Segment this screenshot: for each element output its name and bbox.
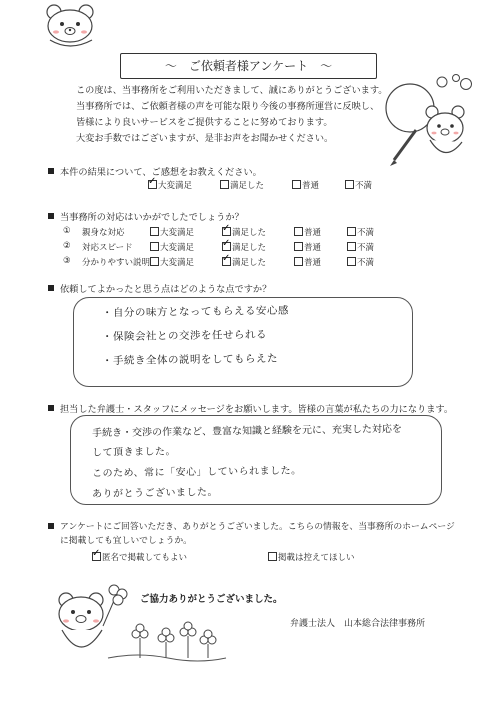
q2-row-2-label: 対応スピード <box>82 243 133 253</box>
q2-row-1-opt-2[interactable]: ✓ 満足した <box>222 226 266 238</box>
q2-row-1-opt-4[interactable]: 不満 <box>347 226 374 238</box>
q2-row-3-opt-4[interactable]: 不満 <box>347 256 374 268</box>
checkbox[interactable] <box>268 552 277 561</box>
q4-message-line-2: して頂きました。 <box>91 446 177 459</box>
q2-row-1-number: ① <box>63 226 71 236</box>
q3-answer-line-1: ・自分の味方となってもらえる安心感 <box>101 304 290 320</box>
bear-mascot-top <box>40 2 110 50</box>
checkbox[interactable] <box>220 180 229 189</box>
q3-answer-line-3: ・手続き全体の説明をしてもらえた <box>101 352 279 368</box>
law-firm-name: 弁護士法人 山本総合法律事務所 <box>290 619 426 629</box>
q1-option-normal[interactable]: 普通 <box>292 179 319 191</box>
q5-option-anonymous-ok[interactable]: ✓匿名で掲載してもよい <box>92 551 187 563</box>
q5-bullet <box>48 523 54 529</box>
q2-bullet <box>48 213 54 219</box>
intro-line-1: この度は、当事務所をご利用いただきまして、誠にありがとうございます。 <box>76 85 388 96</box>
checkbox[interactable] <box>292 180 301 189</box>
q2-question: 当事務所の対応はいかがでしたでしょうか？ <box>60 212 244 223</box>
q1-option-very-satisfied[interactable]: ✓大変満足 <box>148 179 192 191</box>
q2-row-3-opt-2[interactable]: ✓ 満足した <box>222 256 266 268</box>
q4-question: 担当した弁護士・スタッフにメッセージをお願いします。皆様の言葉が私たちの力になります。 <box>60 404 454 415</box>
checkbox[interactable] <box>347 257 356 266</box>
q2-row-1-opt-1[interactable]: 大変満足 <box>150 226 194 238</box>
q1-question: 本件の結果について、ご感想をお教えください。 <box>60 167 262 178</box>
q2-row-2-opt-4[interactable]: 不満 <box>347 241 374 253</box>
q3-answer-line-2: ・保険会社との交渉を任せられる <box>101 328 268 344</box>
q5-question-line-2: に掲載しても宜しいでしょうか。 <box>60 536 192 546</box>
intro-line-2: 当事務所では、ご依頼者様の声を可能な限り今後の事務所運営に反映し、 <box>76 101 380 112</box>
checkbox-checked[interactable] <box>148 180 157 189</box>
q1-option-satisfied[interactable]: 満足した <box>220 179 264 191</box>
q1-bullet <box>48 168 54 174</box>
intro-line-3: 皆様により良いサービスをご提供することに努めております。 <box>76 117 333 128</box>
checkbox[interactable] <box>150 242 159 251</box>
q2-row-2-number: ② <box>63 241 71 251</box>
checkbox[interactable] <box>294 242 303 251</box>
checkbox[interactable] <box>345 180 354 189</box>
intro-line-4: 大変お手数ではございますが、是非お声をお聞かせください。 <box>76 133 334 144</box>
q2-row-2-opt-2[interactable]: ✓ 満足した <box>222 241 266 253</box>
q2-row-2-opt-1[interactable]: 大変満足 <box>150 241 194 253</box>
checkbox[interactable] <box>347 242 356 251</box>
q2-row-3-label: 分かりやすい説明 <box>82 258 151 268</box>
checkbox-checked[interactable] <box>222 242 231 251</box>
q2-row-3-opt-1[interactable]: 大変満足 <box>150 256 194 268</box>
q3-question: 依頼してよかったと思う点はどのような点ですか？ <box>60 284 272 295</box>
q2-row-3-opt-3[interactable]: 普通 <box>294 256 321 268</box>
q4-message-line-1: 手続き・交渉の作業など、豊富な知識と経験を元に、充実した対応を <box>91 423 403 440</box>
checkbox[interactable] <box>150 257 159 266</box>
q2-row-1-opt-3[interactable]: 普通 <box>294 226 321 238</box>
q1-option-dissatisfied[interactable]: 不満 <box>345 179 372 191</box>
bear-with-pencil-illustration <box>372 68 482 168</box>
q2-row-2-opt-3[interactable]: 普通 <box>294 241 321 253</box>
survey-title: ～ ご依頼者様アンケート ～ <box>120 53 377 79</box>
checkbox[interactable] <box>150 227 159 236</box>
checkbox[interactable] <box>347 227 356 236</box>
q4-bullet <box>48 405 54 411</box>
q2-row-1-label: 親身な対応 <box>82 228 125 238</box>
q2-row-3-number: ③ <box>63 256 71 266</box>
checkbox-checked[interactable] <box>222 227 231 236</box>
checkbox[interactable] <box>294 227 303 236</box>
q5-option-decline[interactable]: 掲載は控えてほしい <box>268 551 355 563</box>
q5-question-line-1: アンケートにご回答いただき、ありがとうございました。こちらの情報を、当事務所のホームページ <box>60 522 455 532</box>
thanks-message: ご協力ありがとうございました。 <box>140 594 283 605</box>
q4-message-line-4: ありがとうございました。 <box>91 487 219 500</box>
checkbox-checked[interactable] <box>222 257 231 266</box>
q4-message-line-3: このため、常に「安心」していられました。 <box>91 465 302 480</box>
checkbox-checked[interactable] <box>92 552 101 561</box>
q3-bullet <box>48 285 54 291</box>
checkbox[interactable] <box>294 257 303 266</box>
